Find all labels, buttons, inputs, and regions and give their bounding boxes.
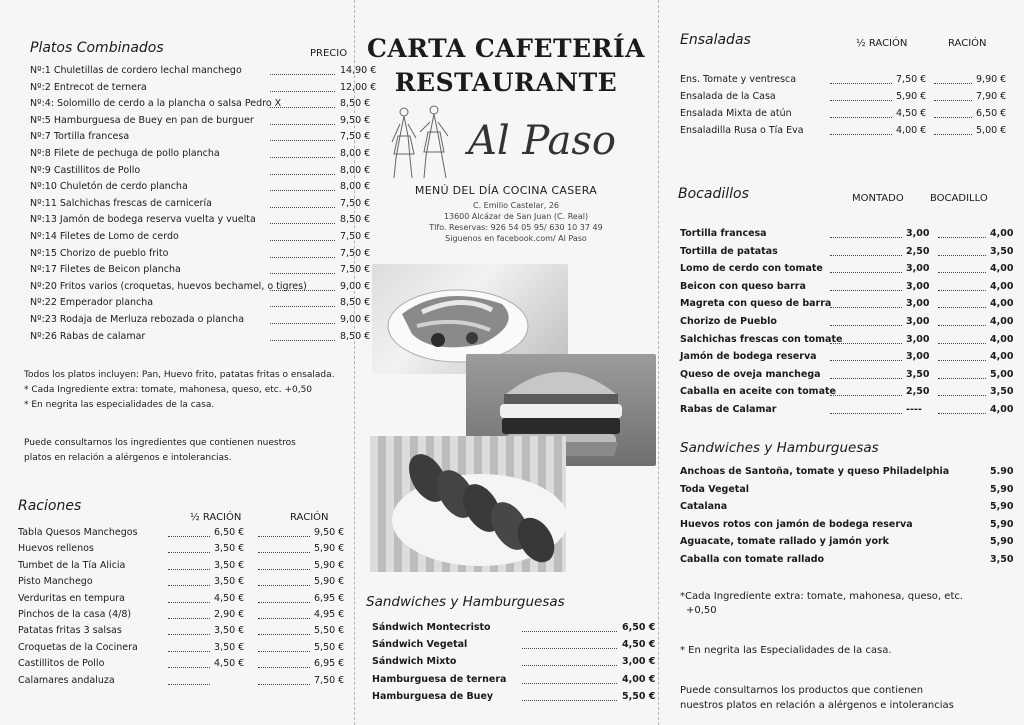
menu-row: [30, 231, 371, 247]
item-full: 7,90 €: [976, 91, 1007, 102]
menu-row: [30, 164, 371, 181]
item-name: Verduritas en tempura: [18, 592, 125, 604]
item-name: Nº:13 Jamón de bodega reserva vuelta y vuelta: [30, 214, 256, 226]
dotted-leader: [168, 642, 210, 652]
menu-row: [30, 114, 371, 131]
dotted-leader: [258, 609, 310, 619]
item-bocadillo: 3,50: [990, 386, 1014, 398]
dotted-leader: [168, 560, 210, 570]
item-price: 8,50 €: [340, 98, 371, 110]
item-full: 6,95 €: [314, 658, 345, 670]
menu-row: [680, 74, 1024, 90]
item-name: Nº:2 Entrecot de ternera: [30, 81, 147, 93]
item-name: Pinchos de la casa (4/8): [18, 609, 132, 620]
menu-row: [30, 181, 371, 197]
dotted-leader: [938, 404, 986, 414]
menu-row: [372, 691, 656, 707]
dotted-leader: [270, 165, 335, 175]
dotted-leader: [168, 543, 210, 553]
item-bocadillo: 4,00: [990, 228, 1014, 239]
dotted-leader: [270, 331, 335, 341]
menu-row: [30, 131, 371, 147]
menu-row: [680, 108, 1024, 124]
item-price: 4,00 €: [622, 673, 656, 685]
item-name: Catalana: [680, 501, 728, 513]
dotted-leader: [830, 351, 902, 361]
item-montado: 3,00: [906, 298, 930, 310]
item-price: 8,50 €: [340, 330, 371, 342]
item-full: 5,90 €: [314, 576, 345, 588]
menu-row: [18, 576, 352, 592]
item-name: Caballa en aceite con tomate: [680, 386, 836, 398]
dotted-leader: [830, 125, 892, 135]
dotted-leader: [522, 639, 617, 649]
item-name: Caballa con tomate rallado: [680, 554, 825, 565]
menu-row: [18, 560, 352, 576]
item-name: Ensalada de la Casa: [680, 91, 776, 102]
extra-note-price: +0,50: [686, 605, 717, 616]
item-price: 8,50 €: [340, 214, 371, 226]
dotted-leader: [258, 576, 310, 586]
menu-row: [680, 519, 1024, 535]
menu-row: [680, 263, 1024, 279]
dotted-leader: [270, 198, 335, 208]
item-name: Beicon con queso barra: [680, 280, 806, 292]
brand-name: Al Paso: [468, 118, 616, 164]
item-half: 3,50 €: [214, 641, 245, 653]
dotted-leader: [522, 622, 617, 632]
item-full: 5,50 €: [314, 641, 345, 653]
item-montado: 3,00: [906, 228, 930, 239]
food-photo-croquettes: [370, 436, 566, 572]
fold-line-left: [354, 0, 355, 725]
item-price: 3,50: [990, 554, 1014, 565]
fold-line-right: [658, 0, 659, 725]
facebook-line: Siguenos en facebook.com/ Al Paso: [445, 234, 587, 243]
menu-row: [30, 81, 377, 98]
dotted-leader: [934, 125, 972, 135]
menu-row: [30, 280, 371, 297]
item-bocadillo: 3,50: [990, 245, 1014, 257]
address-line-1: C. Emilio Castelar, 26: [472, 201, 560, 210]
dotted-leader: [270, 82, 335, 92]
item-half: 3,50 €: [214, 625, 245, 637]
dotted-leader: [258, 658, 310, 668]
dotted-leader: [270, 115, 335, 125]
item-name: Lomo de cerdo con tomate: [680, 263, 823, 275]
item-full: 4,95 €: [314, 609, 345, 620]
item-price: 4,50 €: [622, 639, 656, 651]
item-name: Nº:5 Hamburguesa de Buey en pan de burguer: [30, 114, 254, 126]
menu-subtitle: MENÚ DEL DÍA COCINA CASERA: [414, 184, 598, 197]
menu-row: [680, 369, 1024, 385]
item-bocadillo: 4,00: [990, 404, 1014, 415]
menu-row: [680, 91, 1024, 107]
dotted-leader: [830, 334, 902, 344]
dotted-leader: [830, 316, 902, 326]
dotted-leader: [168, 625, 210, 635]
item-name: Tortilla de patatas: [680, 245, 778, 257]
item-montado: 2,50: [906, 245, 930, 257]
item-price: 9,00 €: [340, 314, 371, 325]
menu-row: [30, 247, 371, 264]
item-half: 2,90 €: [214, 609, 245, 620]
item-name: Ensaladilla Rusa o Tía Eva: [680, 125, 804, 136]
item-bocadillo: 4,00: [990, 316, 1014, 327]
item-name: Tumbet de la Tía Alicia: [18, 559, 126, 571]
item-name: Nº:14 Filetes de Lomo de cerdo: [30, 231, 179, 242]
menu-row: [30, 264, 371, 280]
right-sandwiches-title: Sandwiches y Hamburguesas: [680, 440, 879, 456]
item-name: Nº:4: Solomillo de cerdo a la plancha o salsa Pedro X: [30, 98, 282, 110]
dotted-leader: [258, 527, 310, 537]
specialities-note: * En negrita las Especialidades de la casa.: [680, 645, 892, 656]
allergen-note-2: nuestros platos en relación a alérgenos e intolerancias: [680, 700, 954, 711]
dotted-leader: [830, 263, 902, 273]
menu-row: [30, 98, 371, 114]
item-name: Hamburguesa de ternera: [372, 673, 507, 685]
dotted-leader: [934, 74, 972, 84]
item-name: Nº:8 Filete de pechuga de pollo plancha: [30, 148, 220, 159]
item-half: 6,50 €: [214, 527, 245, 538]
menu-row: [30, 314, 371, 330]
extra-note: *Cada Ingrediente extra: tomate, mahonesa, queso, etc.: [680, 591, 964, 602]
item-name: Tortilla francesa: [680, 228, 767, 239]
dotted-leader: [830, 281, 902, 291]
item-name: Nº:7 Tortilla francesa: [30, 131, 130, 143]
menu-row: [18, 543, 352, 559]
allergen-note-1: Puede consultarnos los productos que contienen: [680, 685, 924, 696]
dotted-leader: [830, 108, 892, 118]
dotted-leader: [270, 65, 335, 75]
dotted-leader: [270, 214, 335, 224]
dotted-leader: [270, 181, 335, 191]
item-price: 9,00 €: [340, 280, 371, 292]
menu-row: [680, 484, 1024, 500]
menu-row: [372, 622, 656, 638]
item-name: Patatas fritas 3 salsas: [18, 625, 122, 637]
item-price: 5,90: [990, 536, 1014, 548]
dotted-leader: [168, 675, 210, 685]
menu-row: [372, 674, 656, 690]
item-price: 8,00 €: [340, 181, 371, 193]
dotted-leader: [830, 228, 902, 238]
menu-row: [680, 334, 1024, 350]
item-name: Nº:11 Salchichas frescas de carnicería: [30, 197, 212, 209]
item-price: 7,50 €: [340, 231, 371, 242]
menu-row: [30, 214, 371, 230]
dotted-leader: [830, 404, 902, 414]
item-name: Tabla Quesos Manchegos: [18, 527, 138, 538]
dotted-leader: [258, 593, 310, 603]
dotted-leader: [258, 675, 310, 685]
dotted-leader: [938, 316, 986, 326]
menu-row: [18, 675, 352, 691]
dotted-leader: [168, 527, 210, 537]
dotted-leader: [168, 658, 210, 668]
item-price: 14,90 €: [340, 65, 377, 76]
item-name: Nº:22 Emperador plancha: [30, 297, 154, 309]
dotted-leader: [934, 91, 972, 101]
ensaladas-full-header: RACIÓN: [948, 38, 987, 49]
dotted-leader: [938, 386, 986, 396]
dotted-leader: [830, 74, 892, 84]
item-price: 7,50 €: [340, 264, 371, 276]
dotted-leader: [522, 691, 617, 701]
item-bocadillo: 4,00: [990, 298, 1014, 310]
dotted-leader: [258, 543, 310, 553]
item-full: 7,50 €: [314, 674, 345, 686]
item-bocadillo: 5,00: [990, 368, 1014, 380]
platos-allergen-note: Puede consultarnos los ingredientes que contienen nuestros: [24, 438, 296, 448]
item-half: 7,50 €: [896, 74, 927, 85]
item-name: Nº:26 Rabas de calamar: [30, 330, 146, 342]
menu-row: [30, 297, 371, 313]
item-half: 4,50 €: [214, 592, 245, 604]
item-montado: 3,00: [906, 316, 930, 327]
menu-row: [18, 642, 352, 658]
item-half: 3,50 €: [214, 559, 245, 571]
item-montado: 3,00: [906, 333, 930, 345]
menu-row: [680, 501, 1024, 517]
menu-row: [18, 625, 352, 641]
dotted-leader: [830, 386, 902, 396]
address-line-2: 13600 Alcázar de San Juan (C. Real): [443, 212, 589, 221]
item-montado: 3,00: [906, 351, 930, 363]
item-price: 12,00 €: [340, 81, 377, 93]
item-bocadillo: 4,00: [990, 351, 1014, 363]
item-montado: 2,50: [906, 386, 930, 398]
item-full: 5,50 €: [314, 625, 345, 637]
item-bocadillo: 4,00: [990, 263, 1014, 275]
item-full: 9,90 €: [976, 74, 1007, 85]
platos-note: * Cada Ingrediente extra: tomate, mahonesa, queso, etc. +0,50: [24, 385, 313, 395]
dotted-leader: [938, 246, 986, 256]
item-price: 8,00 €: [340, 148, 371, 159]
price-header: PRECIO: [310, 48, 348, 59]
item-half: 4,50 €: [896, 108, 927, 119]
menu-row: [30, 65, 377, 81]
dotted-leader: [270, 264, 335, 274]
item-montado: ----: [906, 404, 922, 415]
dotted-leader: [938, 263, 986, 273]
item-name: Ens. Tomate y ventresca: [680, 74, 797, 85]
item-price: 5,90: [990, 518, 1014, 530]
dotted-leader: [522, 674, 617, 684]
item-name: Nº:9 Castillitos de Pollo: [30, 164, 141, 176]
item-name: Sándwich Mixto: [372, 656, 457, 668]
right-panel: [660, 0, 1024, 725]
dotted-leader: [830, 91, 892, 101]
item-name: Sándwich Montecristo: [372, 622, 491, 633]
dotted-leader: [938, 369, 986, 379]
item-price: 3,00 €: [622, 656, 656, 668]
item-full: 9,50 €: [314, 527, 345, 538]
dotted-leader: [168, 593, 210, 603]
menu-row: [680, 466, 1024, 482]
item-name: Chorizo de Pueblo: [680, 316, 777, 327]
menu-row: [30, 197, 371, 214]
dotted-leader: [938, 298, 986, 308]
item-price: 7,50 €: [340, 131, 371, 143]
platos-note: Todos los platos incluyen: Pan, Huevo frito, patatas fritas o ensalada.: [24, 370, 335, 380]
dotted-leader: [522, 656, 617, 666]
item-price: 6,50 €: [622, 622, 656, 633]
item-price: 5,90: [990, 483, 1014, 495]
item-price: 5,50 €: [622, 690, 656, 702]
item-name: Queso de oveja manchega: [680, 368, 821, 380]
item-half: 4,00 €: [896, 125, 927, 136]
dotted-leader: [270, 248, 335, 258]
item-half: 4,50 €: [214, 658, 245, 670]
item-price: 5,90: [990, 501, 1014, 513]
dotted-leader: [168, 576, 210, 586]
dotted-leader: [270, 148, 335, 158]
phone-line: Tlfo. Reservas: 926 54 05 95/ 630 10 37 49: [429, 223, 603, 232]
dotted-leader: [270, 98, 335, 108]
bocadillo-header: BOCADILLO: [930, 193, 988, 204]
item-name: Huevos rellenos: [18, 543, 94, 555]
fashion-figures-icon: [386, 102, 456, 180]
raciones-title: Raciones: [18, 498, 82, 514]
item-name: Nº:20 Fritos varios (croquetas, huevos bechamel, o tigres): [30, 280, 307, 292]
dotted-leader: [270, 131, 335, 141]
platos-title: Platos Combinados: [30, 40, 164, 56]
item-full: 5,90 €: [314, 543, 345, 555]
montado-header: MONTADO: [852, 193, 904, 204]
dotted-leader: [830, 246, 902, 256]
item-name: Nº:10 Chuletón de cerdo plancha: [30, 181, 188, 193]
item-name: Toda Vegetal: [680, 483, 749, 495]
dotted-leader: [258, 642, 310, 652]
bocadillos-title: Bocadillos: [678, 186, 749, 202]
menu-row: [680, 228, 1024, 244]
dotted-leader: [258, 625, 310, 635]
dotted-leader: [270, 281, 335, 291]
item-price: 5.90: [990, 466, 1014, 477]
item-price: 8,50 €: [340, 297, 371, 309]
platos-allergen-note: platos en relación a alérgenos e intolerancias.: [24, 453, 232, 463]
mid-sandwiches-title: Sandwiches y Hamburguesas: [366, 594, 565, 610]
platos-note: * En negrita las especialidades de la casa.: [24, 400, 215, 410]
item-price: 8,00 €: [340, 164, 371, 176]
item-name: Nº:1 Chuletillas de cordero lechal manchego: [30, 65, 242, 76]
title-line-1: CARTA CAFETERÍA: [366, 34, 646, 63]
item-half: 3,50 €: [214, 576, 245, 588]
menu-row: [680, 404, 1024, 420]
item-name: Nº:15 Chorizo de pueblo frito: [30, 247, 169, 259]
raciones-full-header: RACIÓN: [290, 512, 329, 523]
item-name: Anchoas de Santoña, tomate y queso Philadelphia: [680, 466, 950, 477]
item-name: Nº:17 Filetes de Beicon plancha: [30, 264, 181, 276]
item-price: 9,50 €: [340, 114, 371, 126]
menu-row: [680, 125, 1024, 141]
item-price: 7,50 €: [340, 247, 371, 259]
item-full: 6,95 €: [314, 592, 345, 604]
title-line-2: RESTAURANTE: [394, 68, 618, 97]
item-name: Sándwich Vegetal: [372, 639, 468, 651]
item-bocadillo: 4,00: [990, 280, 1014, 292]
item-bocadillo: 4,00: [990, 333, 1014, 345]
middle-panel: [356, 0, 656, 725]
menu-row: [18, 658, 352, 674]
menu-row: [372, 656, 656, 672]
menu-row: [680, 536, 1024, 552]
menu-row: [680, 316, 1024, 332]
item-full: 5,00 €: [976, 125, 1007, 136]
dotted-leader: [830, 369, 902, 379]
item-half: 5,90 €: [896, 91, 927, 102]
dotted-leader: [258, 560, 310, 570]
item-montado: 3,50: [906, 368, 930, 380]
item-montado: 3,00: [906, 263, 930, 275]
menu-row: [680, 554, 1024, 570]
menu-row: [680, 246, 1024, 262]
dotted-leader: [938, 334, 986, 344]
dotted-leader: [938, 351, 986, 361]
menu-row: [18, 593, 352, 609]
menu-row: [680, 351, 1024, 367]
menu-row: [30, 330, 371, 347]
item-name: Calamares andaluza: [18, 674, 115, 686]
menu-row: [680, 386, 1024, 402]
ensaladas-title: Ensaladas: [680, 32, 751, 48]
dotted-leader: [830, 298, 902, 308]
item-half: 3,50 €: [214, 543, 245, 555]
dotted-leader: [168, 609, 210, 619]
menu-row: [680, 298, 1024, 314]
dotted-leader: [938, 228, 986, 238]
item-price: 7,50 €: [340, 197, 371, 209]
item-name: Nº:23 Rodaja de Merluza rebozada o plancha: [30, 314, 245, 325]
item-name: Hamburguesa de Buey: [372, 690, 494, 702]
item-name: Jamón de bodega reserva: [680, 351, 817, 363]
menu-row: [18, 527, 352, 543]
item-name: Rabas de Calamar: [680, 404, 777, 415]
item-full: 5,90 €: [314, 559, 345, 571]
dotted-leader: [270, 297, 335, 307]
dotted-leader: [270, 314, 335, 324]
item-name: Croquetas de la Cocinera: [18, 641, 138, 653]
item-name: Ensalada Mixta de atún: [680, 108, 792, 119]
item-montado: 3,00: [906, 280, 930, 292]
menu-row: [680, 281, 1024, 297]
item-name: Magreta con queso de barra: [680, 298, 832, 310]
dotted-leader: [938, 281, 986, 291]
menu-row: [18, 609, 352, 625]
menu-row: [372, 639, 656, 655]
dotted-leader: [270, 231, 335, 241]
menu-row: [30, 148, 371, 164]
left-panel: [0, 0, 377, 725]
ensaladas-half-header: ½ RACIÓN: [856, 38, 908, 49]
raciones-half-header: ½ RACIÓN: [190, 512, 242, 523]
item-name: Aguacate, tomate rallado y jamón york: [680, 536, 889, 548]
item-name: Castillitos de Pollo: [18, 658, 105, 670]
item-full: 6,50 €: [976, 108, 1007, 119]
dotted-leader: [934, 108, 972, 118]
item-name: Huevos rotos con jamón de bodega reserva: [680, 518, 913, 530]
item-name: Salchichas frescas con tomate: [680, 333, 843, 345]
item-name: Pisto Manchego: [18, 576, 93, 588]
